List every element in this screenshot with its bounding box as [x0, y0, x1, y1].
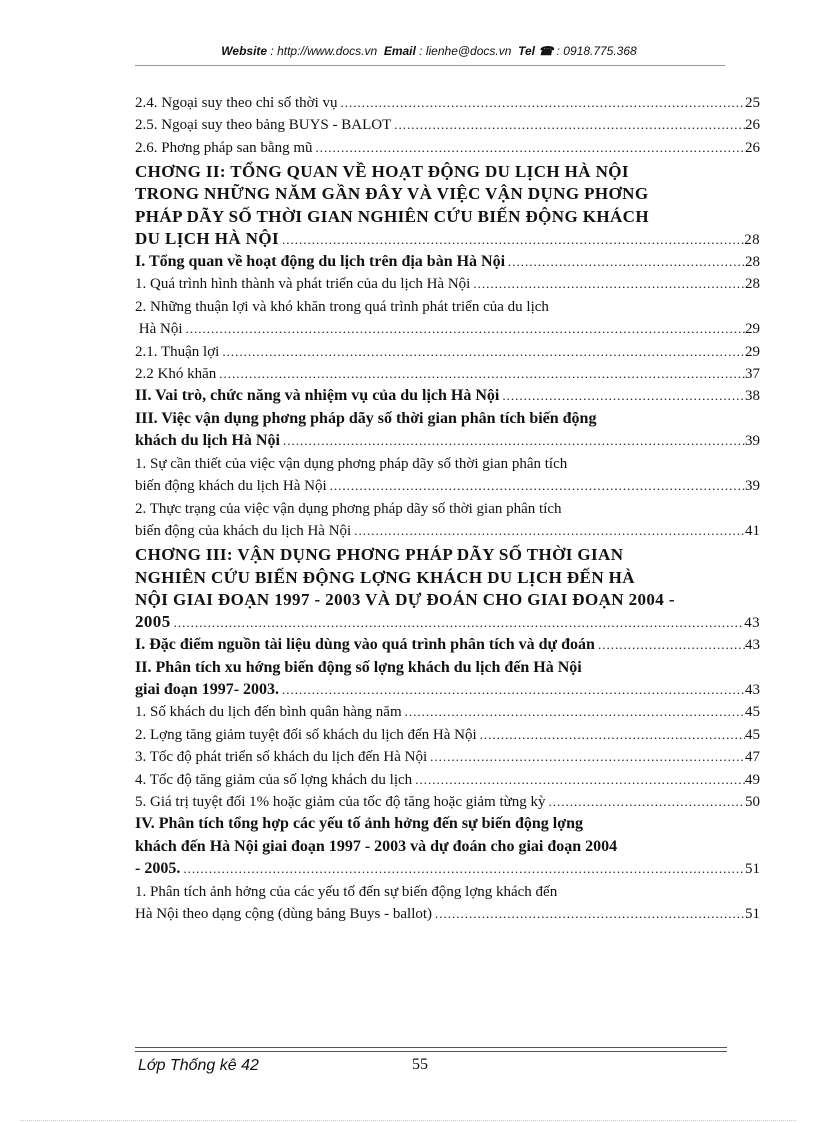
toc-page-number: 41	[745, 522, 760, 539]
toc-page-number: 29	[745, 343, 760, 360]
toc-entry-text: biến động khách du lịch Hà Nội	[135, 478, 327, 495]
toc-page-number: 51	[745, 906, 760, 922]
toc-entry-text: 1. Phân tích ảnh hởng của các yếu tố đến sự biến động lợng khách đến	[135, 883, 558, 900]
email-label: Email	[383, 44, 416, 58]
toc-page-number: 39	[745, 478, 760, 495]
toc-entry-text: II. Vai trò, chức năng và nhiệm vụ của du lịch Hà Nội	[135, 387, 500, 405]
toc-page-number: 47	[745, 749, 760, 766]
dot-leader	[505, 251, 745, 273]
dot-leader	[477, 724, 745, 746]
toc-entry-text: 2.4. Ngoại suy theo chỉ số thời vụ	[135, 95, 338, 111]
toc-entry[interactable]	[135, 746, 760, 768]
toc-entry[interactable]	[135, 92, 760, 114]
toc-entry-text: 2. Những thuận lợi và khó khăn trong quá trình phát triển của du lịch	[135, 298, 549, 315]
toc-entry-text: 2.6. Phơng pháp san bằng mũ	[135, 139, 313, 156]
toc-entry[interactable]	[135, 701, 760, 723]
toc-entry[interactable]	[135, 273, 760, 295]
toc-entry-text: - 2005.	[135, 860, 181, 878]
toc-page-number: 45	[745, 726, 760, 743]
toc-page-number: 28	[744, 231, 760, 248]
dot-leader	[280, 430, 745, 452]
dot-leader	[402, 701, 745, 723]
toc-entry[interactable]	[135, 114, 760, 136]
dot-leader	[313, 137, 745, 159]
toc-page-number: 25	[745, 95, 760, 111]
toc-entry-text: 2.5. Ngoại suy theo bảng BUYS - BALOT	[135, 117, 392, 134]
toc-entry-text: 4. Tốc độ tăng giảm của số lợng khách du lịch	[135, 771, 413, 788]
toc-entry-text: I. Đặc điểm nguồn tài liệu dùng vào quá trình phân tích và dự đoán	[135, 636, 595, 654]
toc-entry-text: CHƠNG III: VẬN DỤNG PHƠNG PHÁP DÃY SỐ THỜI GIAN	[135, 545, 624, 565]
dot-leader	[327, 475, 745, 497]
toc-page-number: 26	[745, 117, 760, 134]
toc-page-number: 43	[744, 614, 760, 631]
toc-page-number: 45	[745, 704, 760, 721]
toc-entry-text: 1. Sự cần thiết của việc vận dụng phơng pháp dãy số thời gian phân tích	[135, 455, 568, 472]
toc-page-number: 43	[745, 637, 760, 654]
toc-entry[interactable]	[135, 544, 760, 634]
website-label: Website	[221, 44, 268, 58]
toc-entry-text: khách đến Hà Nội giai đoạn 1997 - 2003 và dự đoán cho giai đoạn 2004	[135, 837, 618, 855]
toc-entry-text: Hà Nội	[135, 321, 183, 338]
footer-divider-double	[135, 1051, 727, 1052]
toc-entry-text: 1. Quá trình hình thành và phát triển của du lịch Hà Nội	[135, 276, 471, 293]
toc-entry-text: 2.1. Thuận lợi	[135, 343, 220, 360]
dot-leader	[432, 903, 745, 925]
toc-entry[interactable]	[135, 657, 760, 702]
toc-page-number: 29	[745, 321, 760, 338]
toc-entry[interactable]	[135, 634, 760, 656]
toc-entry[interactable]	[135, 724, 760, 746]
dot-leader	[391, 114, 745, 136]
toc-entry[interactable]	[135, 363, 760, 385]
toc-entry[interactable]	[135, 453, 760, 498]
toc-page-number: 43	[745, 681, 760, 698]
toc-page-number: 51	[745, 861, 760, 878]
tel-value: : 0918.775.368	[556, 44, 637, 58]
toc-entry-text: biến động của khách du lịch Hà Nội	[135, 522, 352, 539]
toc-entry-text: DU LỊCH HÀ NỘI	[135, 228, 279, 248]
toc-entry-text: III. Việc vận dụng phơng pháp dãy số thời gian phân tích biến động	[135, 409, 597, 427]
toc-entry-text: khách du lịch Hà Nội	[135, 432, 280, 450]
toc-entry-text: 3. Tốc độ phát triển số khách du lịch đến Hà Nội	[135, 749, 428, 766]
dot-leader	[180, 858, 745, 880]
dot-leader	[470, 273, 745, 295]
dot-leader	[338, 92, 746, 114]
toc-entry[interactable]	[135, 791, 760, 813]
email-value: : lienhe@docs.vn	[419, 44, 512, 58]
toc-entry-text: I. Tổng quan về hoạt động du lịch trên địa bàn Hà Nội	[135, 253, 506, 271]
dot-leader	[427, 746, 745, 768]
toc-page-number: 28	[745, 254, 760, 271]
toc-page-number: 38	[745, 388, 760, 405]
toc-entry-text: NGHIÊN CỨU BIẾN ĐỘNG LỢNG KHÁCH DU LỊCH ĐẾN HÀ	[135, 567, 635, 587]
toc-entry[interactable]	[135, 296, 760, 341]
footer-divider	[135, 1047, 727, 1048]
page-edge	[20, 1120, 796, 1121]
dot-leader	[216, 363, 745, 385]
dot-leader	[183, 318, 746, 340]
toc-entry-text: giai đoạn 1997- 2003.	[135, 680, 280, 698]
toc-entry-text: 1. Số khách du lịch đến bình quân hàng năm	[135, 704, 402, 721]
toc-entry-text: TRONG NHỮNG NĂM GẦN ĐÂY VÀ VIỆC VẬN DỤNG PHƠNG	[135, 184, 649, 204]
toc-page-number: 28	[745, 276, 760, 293]
toc-entry[interactable]	[135, 341, 760, 363]
toc-entry-text: 2. Lợng tăng giảm tuyệt đối số khách du lịch đến Hà Nội	[135, 726, 477, 743]
toc-page-number: 37	[745, 366, 760, 383]
toc-entry[interactable]	[135, 161, 760, 251]
toc-entry-text: CHƠNG II: TỔNG QUAN VỀ HOẠT ĐỘNG DU LỊCH HÀ NỘI	[135, 162, 629, 182]
dot-leader	[546, 791, 745, 813]
toc-entry-text: PHÁP DÃY SỐ THỜI GIAN NGHIÊN CỨU BIẾN ĐỘNG KHÁCH	[135, 206, 649, 226]
dot-leader	[412, 769, 745, 791]
dot-leader	[279, 679, 745, 701]
toc-entry-text: II. Phân tích xu hớng biến động số lợng khách du lịch đến Hà Nội	[135, 658, 582, 676]
dot-leader	[171, 612, 745, 634]
header-divider	[135, 65, 725, 66]
toc-entry[interactable]	[135, 813, 760, 880]
toc-entry[interactable]	[135, 498, 760, 543]
telephone-icon: ☎	[538, 44, 554, 58]
toc-page-number: 39	[745, 433, 760, 450]
page-header	[130, 44, 728, 58]
tel-label: Tel	[518, 44, 535, 58]
toc-page-number: 49	[745, 771, 760, 788]
toc-entry-text: NỘI GIAI ĐOẠN 1997 - 2003 VÀ DỰ ĐOÁN CHO GIAI ĐOẠN 2004 -	[135, 589, 675, 609]
toc-entry[interactable]	[135, 385, 760, 407]
dot-leader	[219, 341, 745, 363]
toc-entry[interactable]	[135, 137, 760, 159]
toc-entry[interactable]	[135, 251, 760, 273]
dot-leader	[499, 385, 745, 407]
toc-page-number: 50	[745, 793, 760, 810]
website-value: : http://www.docs.vn	[270, 44, 378, 58]
toc-entry-text: 2005	[135, 611, 171, 631]
toc-page-number: 26	[745, 139, 760, 156]
toc-entry[interactable]	[135, 881, 760, 926]
page-number: 55	[412, 1056, 428, 1073]
toc-entry-text: 2.2 Khó khăn	[135, 366, 217, 383]
toc-entry-text: 5. Giá trị tuyệt đối 1% hoặc giảm của tốc độ tăng hoặc giảm từng kỳ	[135, 793, 546, 810]
dot-leader	[351, 520, 745, 542]
footer-class-name: Lớp Thống kê 42	[138, 1057, 259, 1074]
dot-leader	[279, 229, 744, 251]
table-of-contents	[135, 92, 760, 925]
toc-entry[interactable]	[135, 408, 760, 453]
toc-entry-text: Hà Nội theo dạng cộng (dùng bảng Buys - ballot)	[135, 906, 433, 922]
toc-entry[interactable]	[135, 769, 760, 791]
dot-leader	[595, 634, 745, 656]
toc-entry-text: IV. Phân tích tổng hợp các yếu tố ảnh hởng đến sự biến động lợng	[135, 815, 583, 833]
toc-entry-text: 2. Thực trạng của việc vận dụng phơng pháp dãy số thời gian phân tích	[135, 500, 562, 517]
